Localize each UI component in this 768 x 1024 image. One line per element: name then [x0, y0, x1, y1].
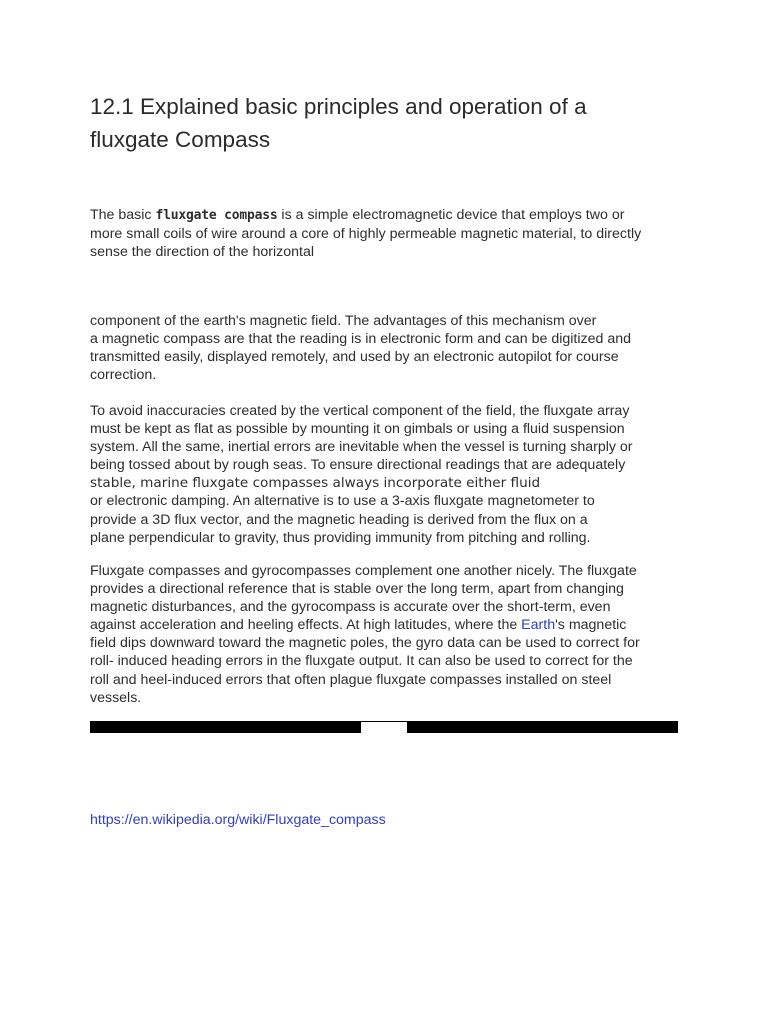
gyrocompass-paragraph	[90, 562, 680, 707]
paragraph-line: correction.	[90, 367, 157, 384]
paragraph-line: roll- induced heading errors in the fluxgate output. It can also be used to correct for the	[90, 653, 633, 670]
paragraph-line: transmitted easily, displayed remotely, and used by an electronic autopilot for course	[90, 349, 619, 366]
paragraph-line: more small coils of wire around a core of highly permeable magnetic material, to directly	[90, 226, 642, 243]
text-run: 's magnetic	[555, 617, 627, 634]
paragraph-line: To avoid inaccuracies created by the vertical component of the field, the fluxgate array	[90, 403, 630, 419]
paragraph-line	[90, 206, 680, 225]
paragraph-line: Fluxgate compasses and gyrocompasses complement one another nicely. The fluxgate	[90, 563, 637, 579]
title-line: 12.1 Explained basic principles and operation of a	[90, 94, 587, 119]
paragraph-line: magnetic disturbances, and the gyrocompass is accurate over the short-term, even	[90, 599, 611, 616]
earth-link[interactable]: Earth	[521, 617, 556, 634]
paragraph-line: system. All the same, inertial errors are inevitable when the vessel is turning sharply or	[90, 439, 633, 456]
divider-gap	[361, 721, 407, 733]
divider-bar-left	[90, 721, 361, 733]
advantages-paragraph	[90, 312, 680, 384]
page-title	[90, 90, 680, 156]
paragraph-line: field dips downward toward the magnetic poles, the gyro data can be used to correct for	[90, 635, 640, 652]
text-run: is a simple electromagnetic device that employs two or	[277, 207, 625, 223]
bold-term: fluxgate compass	[155, 208, 278, 223]
paragraph-line: provide a 3D flux vector, and the magnetic heading is derived from the flux on a	[90, 511, 588, 528]
paragraph-line	[90, 616, 680, 634]
paragraph-line: plane perpendicular to gravity, thus providing immunity from pitching and rolling.	[90, 529, 591, 546]
paragraph-line: sense the direction of the horizontal	[90, 244, 314, 261]
inaccuracies-paragraph	[90, 402, 680, 547]
paragraph-line: a magnetic compass are that the reading is in electronic form and can be digitized and	[90, 331, 632, 348]
paragraph-line: roll and heel-induced errors that often plague fluxgate compasses installed on steel	[90, 671, 612, 688]
paragraph-line: being tossed about by rough seas. To ensure directional readings that are adequately	[90, 457, 626, 474]
paragraph-line: provides a directional reference that is stable over the long term, apart from changing	[90, 581, 624, 598]
text-run: against acceleration and heeling effects. At high latitudes, where the	[90, 617, 522, 634]
paragraph-line: or electronic damping. An alternative is to use a 3-axis fluxgate magnetometer to	[90, 493, 595, 510]
source-link[interactable]: https://en.wikipedia.org/wiki/Fluxgate_compass	[90, 812, 386, 828]
title-line: fluxgate Compass	[90, 127, 271, 152]
paragraph-line: stable, marine fluxgate compasses always incorporate either fluid	[90, 475, 541, 492]
paragraph-line: vessels.	[90, 689, 142, 706]
paragraph-line: component of the earth's magnetic field. The advantages of this mechanism over	[90, 313, 597, 329]
text-run: The basic	[90, 207, 156, 223]
divider-bar-right	[407, 721, 678, 733]
intro-paragraph	[90, 206, 680, 261]
paragraph-line: must be kept as flat as possible by mounting it on gimbals or using a fluid suspension	[90, 421, 625, 438]
